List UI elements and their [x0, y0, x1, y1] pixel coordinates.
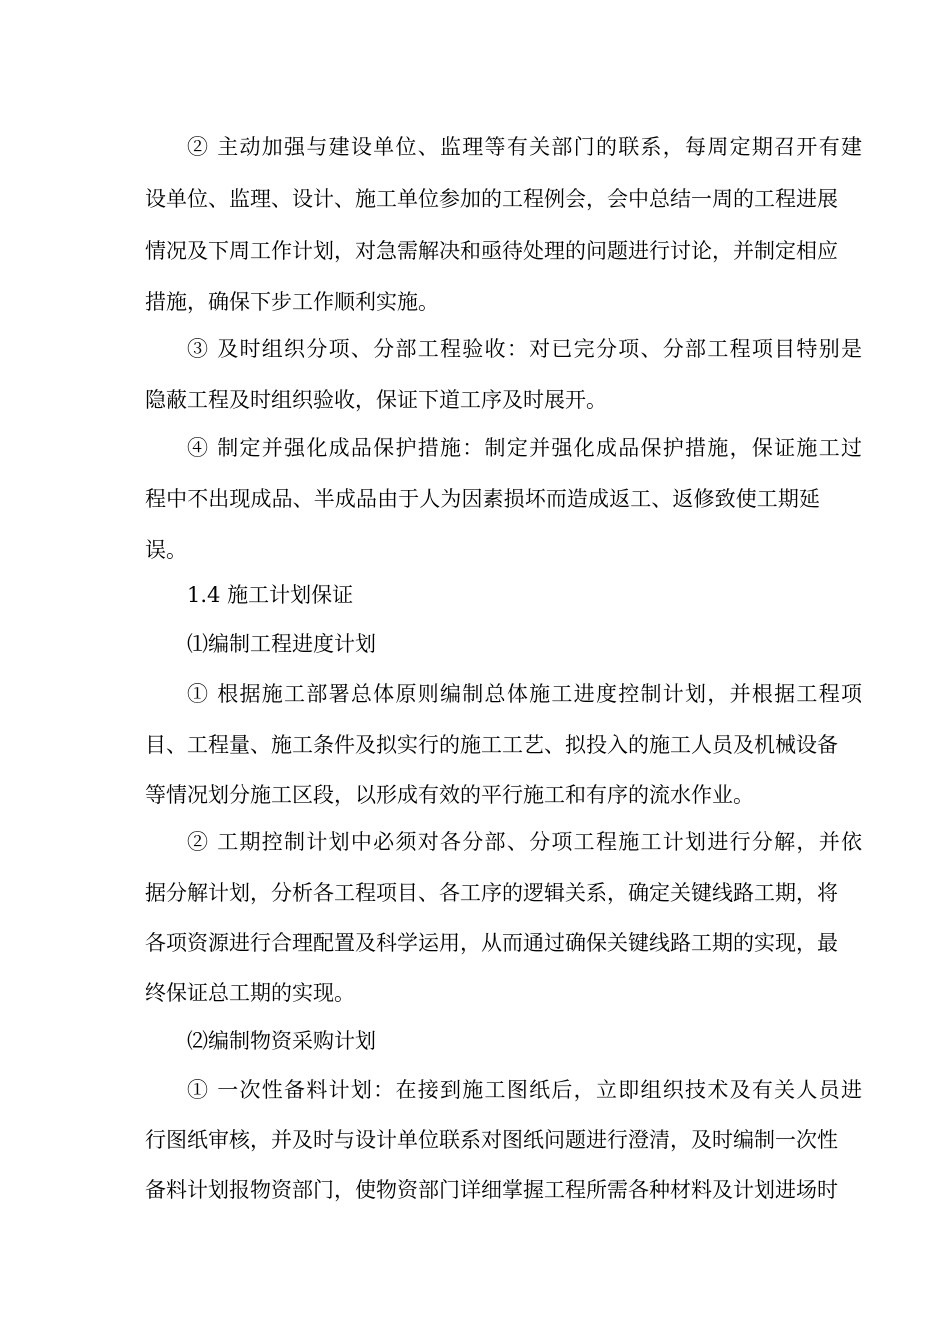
- subsection-heading: ⑴编制工程进度计划: [187, 632, 376, 656]
- text-line: 等情况划分施工区段，以形成有效的平行施工和有序的流水作业。: [145, 783, 754, 807]
- text-line: 终保证总工期的实现。: [145, 981, 355, 1005]
- text-line: ② 主动加强与建设单位、监理等有关部门的联系，每周定期召开有建: [187, 135, 862, 159]
- text-line: 据分解计划，分析各工程项目、各工序的逻辑关系，确定关键线路工期，将: [145, 881, 838, 905]
- text-line: ④ 制定并强化成品保护措施：制定并强化成品保护措施，保证施工过: [187, 436, 862, 460]
- text-line: ③ 及时组织分项、分部工程验收：对已完分项、分部工程项目特别是: [187, 337, 862, 361]
- text-line: 目、工程量、施工条件及拟实行的施工工艺、拟投入的施工人员及机械设备: [145, 733, 838, 757]
- text-line: ② 工期控制计划中必须对各分部、分项工程施工计划进行分解，并依: [187, 830, 862, 854]
- section-heading: 1.4 施工计划保证: [187, 583, 354, 607]
- text-line: 程中不出现成品、半成品由于人为因素损坏而造成返工、返修致使工期延: [145, 487, 820, 511]
- text-line: 设单位、监理、设计、施工单位参加的工程例会，会中总结一周的工程进展: [145, 187, 838, 211]
- text-line: 措施，确保下步工作顺利实施。: [145, 290, 439, 314]
- text-line: 各项资源进行合理配置及科学运用，从而通过确保关键线路工期的实现，最: [145, 931, 838, 955]
- text-line: 行图纸审核，并及时与设计单位联系对图纸问题进行澄清，及时编制一次性: [145, 1128, 838, 1152]
- subsection-heading: ⑵编制物资采购计划: [187, 1029, 376, 1053]
- text-line: ① 一次性备料计划：在接到施工图纸后，立即组织技术及有关人员进: [187, 1078, 862, 1102]
- text-line: 备料计划报物资部门，使物资部门详细掌握工程所需各种材料及计划进场时: [145, 1178, 838, 1202]
- text-line: 情况及下周工作计划，对急需解决和亟待处理的问题进行讨论，并制定相应: [145, 239, 838, 263]
- text-line: ① 根据施工部署总体原则编制总体施工进度控制计划，并根据工程项: [187, 682, 862, 706]
- text-line: 隐蔽工程及时组织验收，保证下道工序及时展开。: [145, 388, 607, 412]
- text-line: 误。: [145, 538, 187, 562]
